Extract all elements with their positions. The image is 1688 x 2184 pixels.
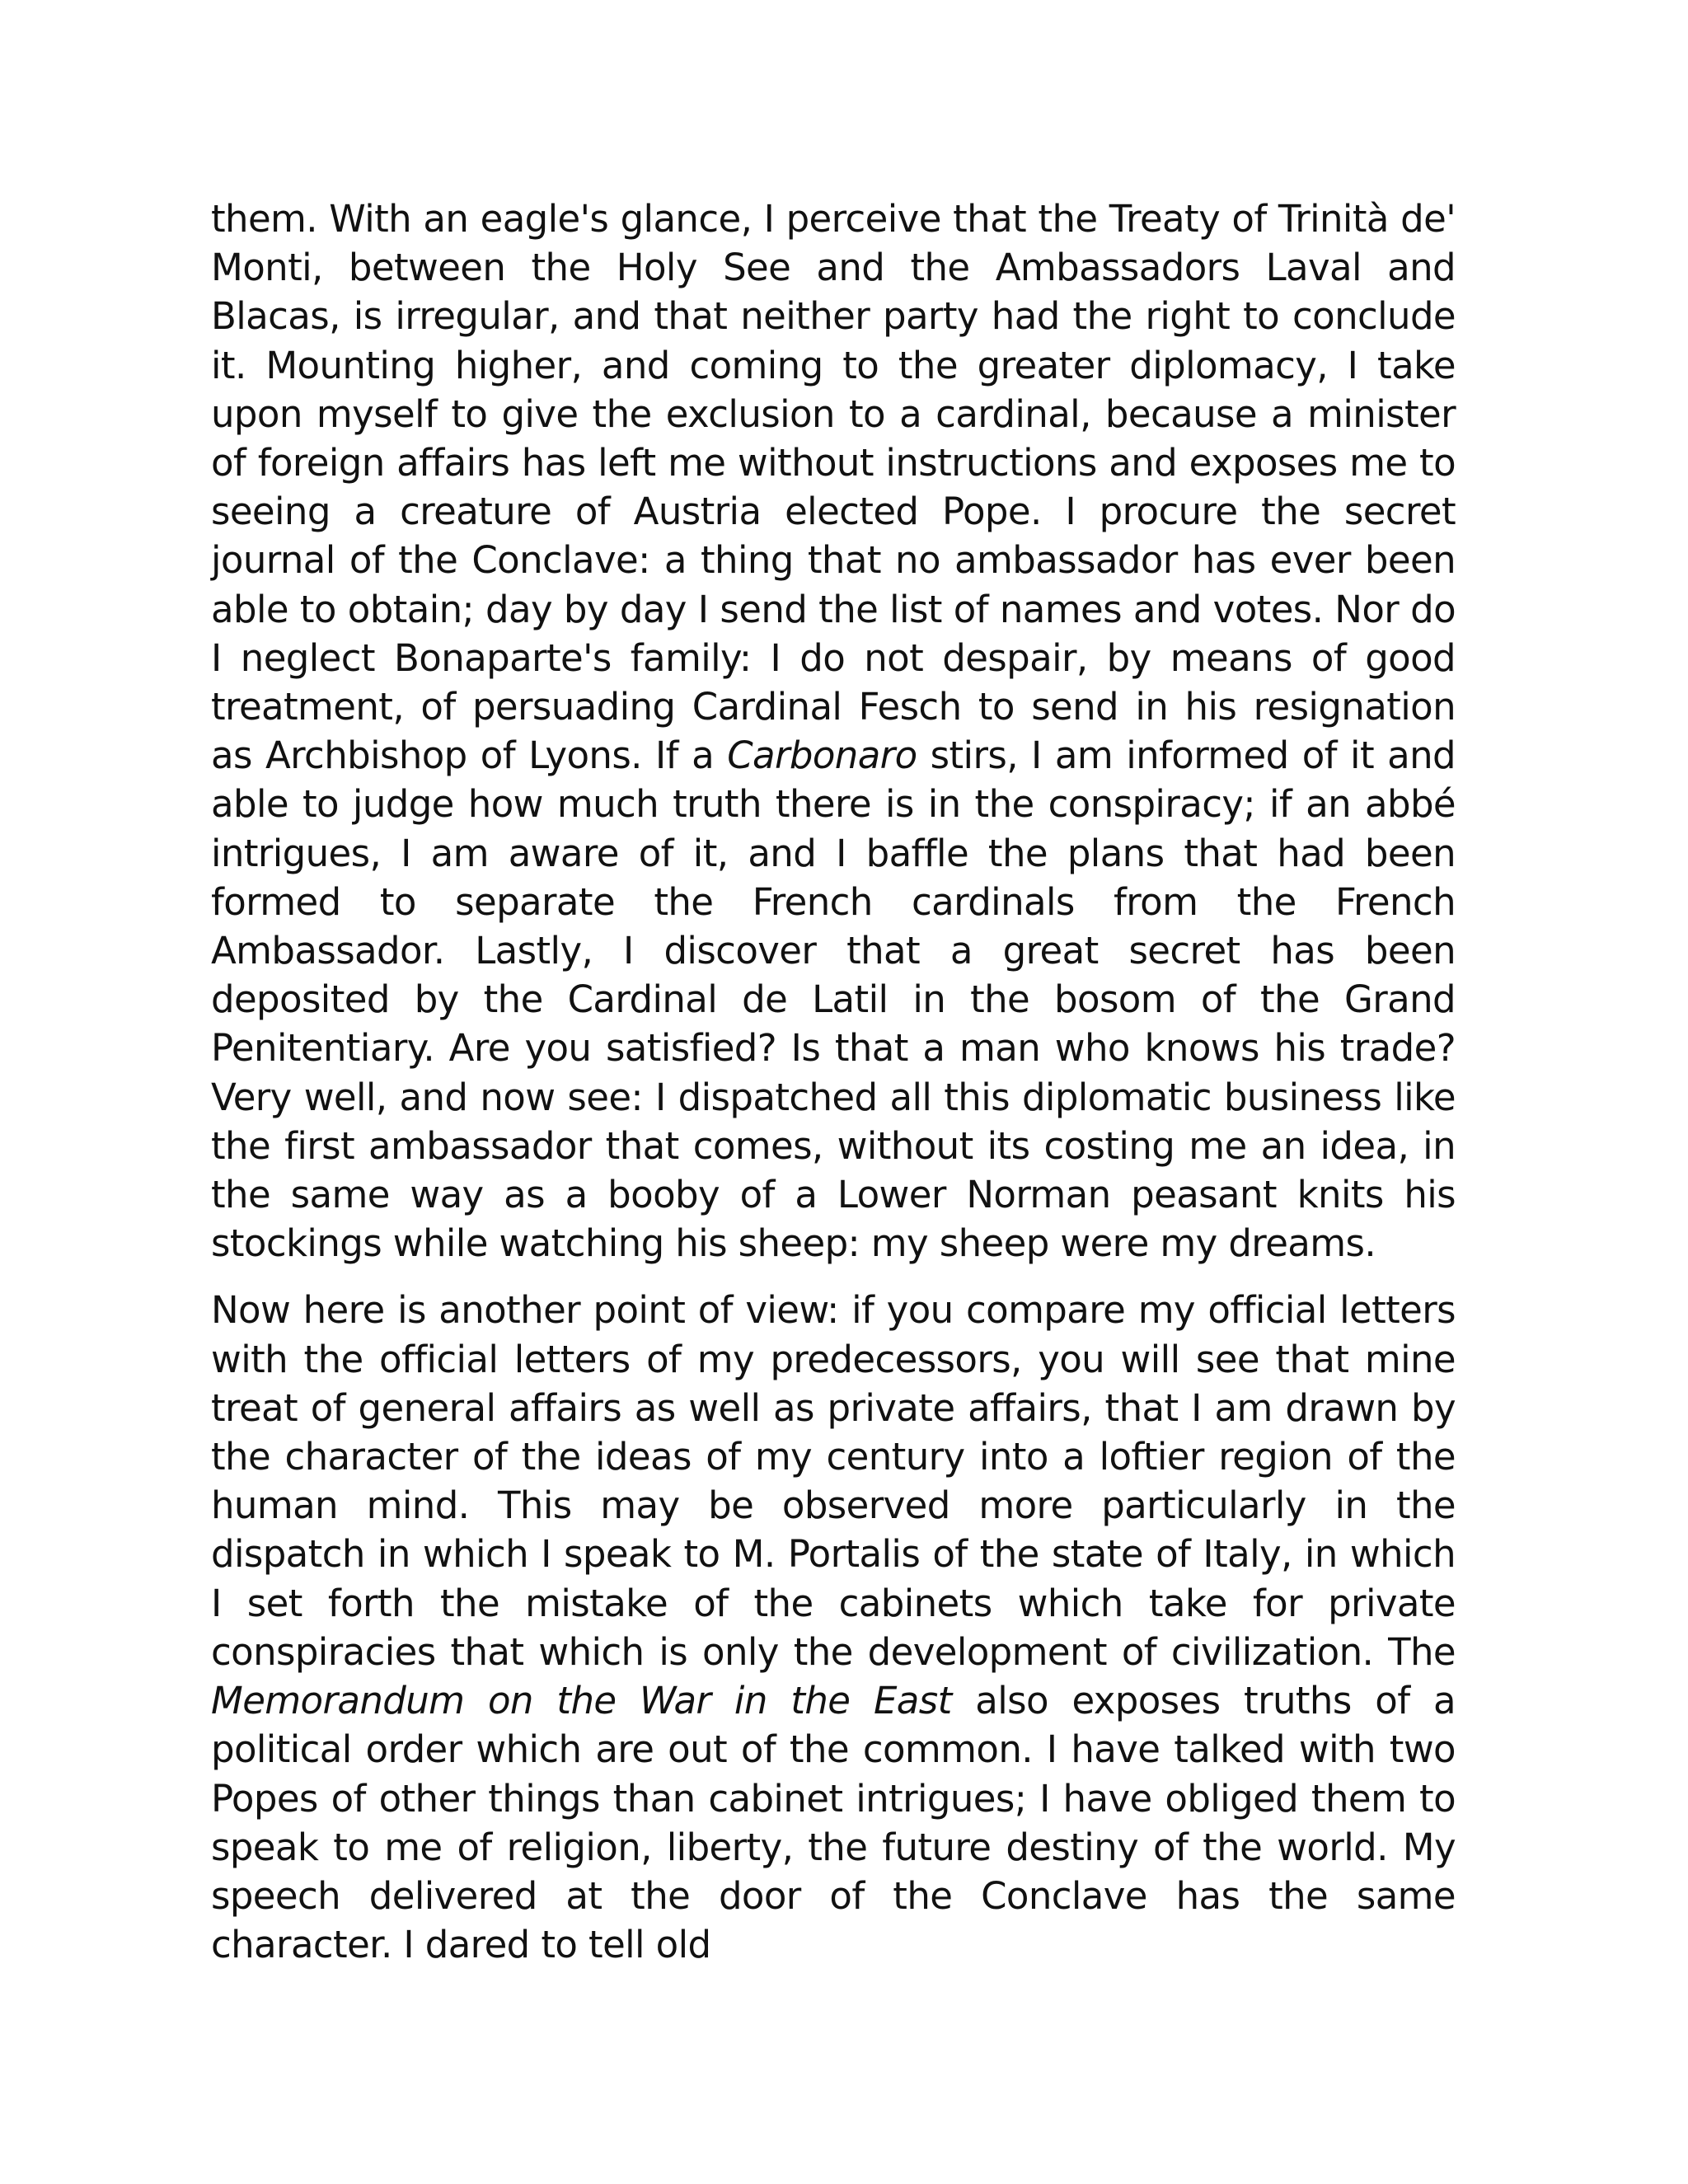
paragraph — [211, 194, 1456, 1268]
document-body — [211, 194, 1456, 1969]
italic-title: Memorandum on the War in the East — [211, 1679, 952, 1723]
italic-term: Carbonaro — [727, 733, 917, 778]
paragraph — [211, 1286, 1456, 1969]
paragraph-text: Now here is another point of view: if you compare my official letters with the official letters of my predecessors, you will see that mine treat of general affairs as well as private affairs, that I am drawn by the character of the ideas of my century into a loftier region of the human mind. This may be observed more particularly in the dispatch in which I speak to M. Portalis of the state of Italy, in which I set forth the mistake of the cabinets which take for private conspiracies that which is only the development of civilization. The — [211, 1288, 1456, 1674]
paragraph-text: them. With an eagle's glance, I perceive that the Treaty of Trinità de' Monti, between the Holy See and the Ambassadors Laval and Blacas, is irregular, and that neither party had the right to conclude it. Mounting higher, and coming to the greater diplomacy, I take upon myself to give the exclusion to a cardinal, because a minister of foreign affairs has left me without instructions and exposes me to seeing a creature of Austria elected Pope. I procure the secret journal of the Conclave: a thing that no ambassador has ever been able to obtain; day by day I send the list of names and votes. Nor do I neglect Bonaparte's family: I do not despair, by means of good treatment, of persuading Cardinal Fesch to send in his resignation as Archbishop of Lyons. If a — [211, 197, 1456, 778]
paragraph-text: also exposes truths of a political order which are out of the common. I have talked with two Popes of other things than cabinet intrigues; I have obliged them to speak to me of religion, liberty, the future destiny of the world. My speech delivered at the door of the Conclave has the same character. I dared to tell old — [211, 1679, 1456, 1967]
paragraph-text: stirs, I am informed of it and able to judge how much truth there is in the conspiracy; if an abbé intrigues, I am aware of it, and I baffle the plans that had been formed to separate the French cardinals from the French Ambassador. Lastly, I discover that a great secret has been deposited by the Cardinal de Latil in the bosom of the Grand Penitentiary. Are you satisfied? Is that a man who knows his trade? Very well, and now see: I dispatched all this diplomatic business like the first ambassador that comes, without its costing me an idea, in the same way as a booby of a Lower Norman peasant knits his stockings while watching his sheep: my sheep were my dreams. — [211, 733, 1456, 1266]
